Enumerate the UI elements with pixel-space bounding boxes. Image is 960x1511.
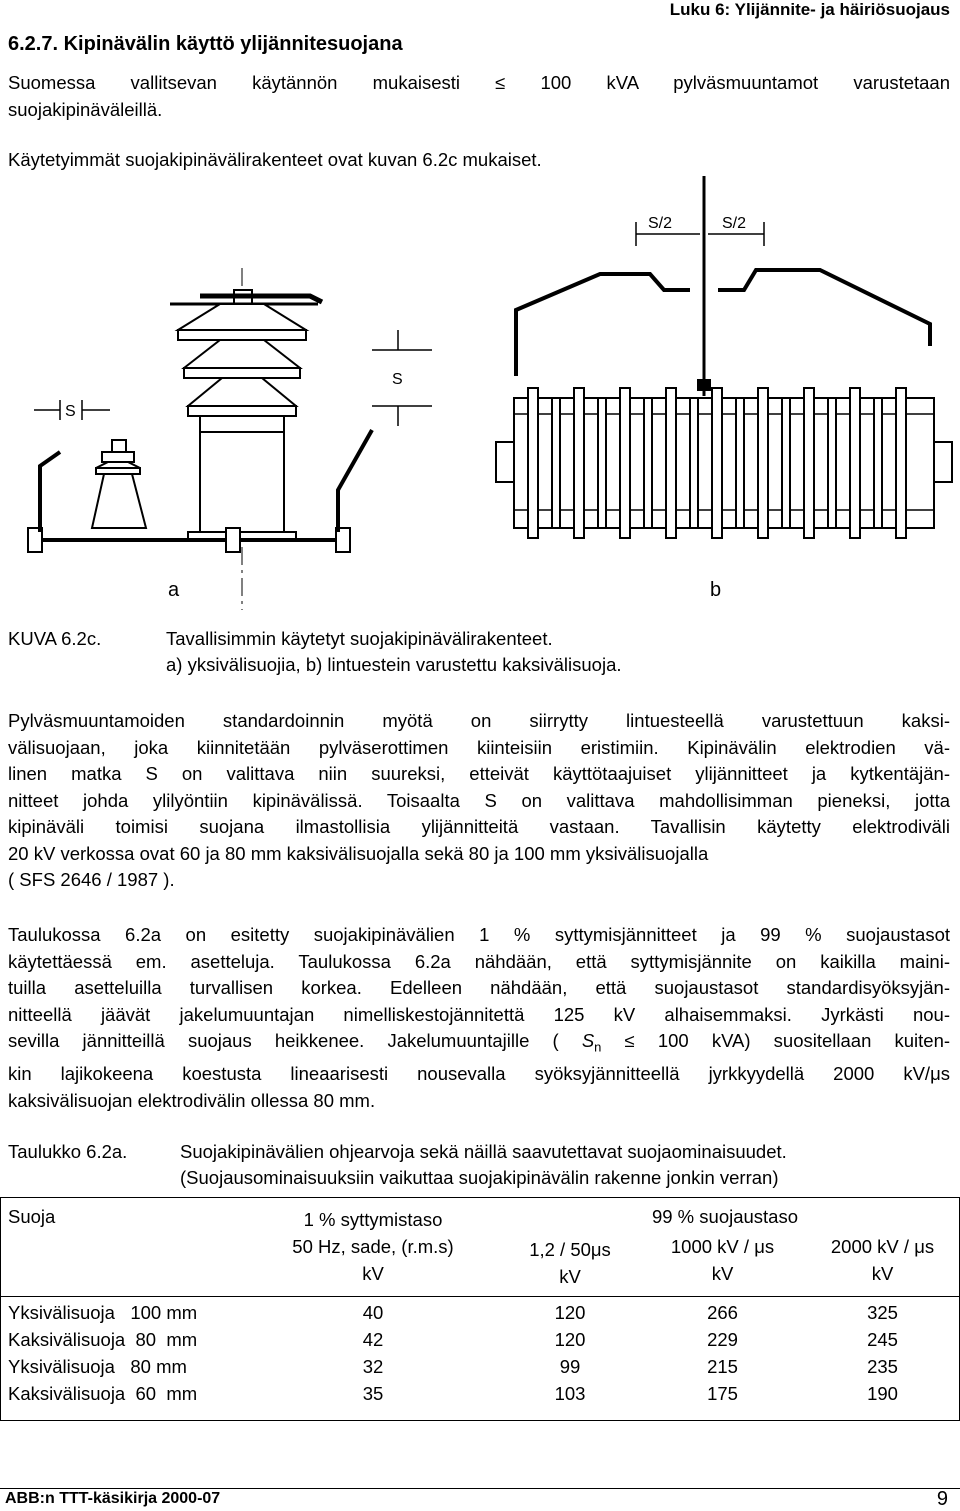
cell-value: 120 xyxy=(554,1329,586,1350)
table-row xyxy=(0,1380,960,1407)
table-title-2: (Suojausominaisuuksiin vaikuttaa suojakipinävälin rakenne jonkin verran) xyxy=(180,1167,779,1188)
p2-l5-b: 100 kVA) suositellaan kuiten- xyxy=(657,1030,951,1051)
p2-line-5 xyxy=(8,1028,950,1061)
p1-line: ( SFS 2646 / 1987 ). xyxy=(8,869,175,890)
th-suoja: Suoja xyxy=(8,1206,56,1227)
cell-value: 325 xyxy=(867,1302,898,1323)
th-col2-l2: kV xyxy=(559,1266,581,1287)
p1-line: linen matka S on valittava niin suureksi, etteivät käyttötaajuiset ylijännitteet ja kytkentäjän- xyxy=(8,763,950,784)
th-col4 xyxy=(805,1233,960,1287)
p2-line: kin lajikokeena koestusta lineaarisesti nousevalla syöksyjännitteellä jyrkkyydellä 2000 kV/μs xyxy=(8,1063,950,1085)
th-col1-l1: 1 % syttymistaso xyxy=(303,1209,443,1230)
page-number: 9 xyxy=(936,1488,948,1510)
th-col3 xyxy=(645,1233,800,1287)
th-col1 xyxy=(268,1206,478,1287)
left-rod xyxy=(40,452,60,532)
cell-value: 99 xyxy=(559,1356,581,1377)
caption-line-2: a) yksivälisuojia, b) lintuestein varustettu kaksivälisuoja. xyxy=(166,654,622,675)
right-electrode xyxy=(718,270,930,346)
th-col1-l2: 50 Hz, sade, (r.m.s) xyxy=(292,1236,454,1257)
label-a: a xyxy=(168,579,180,601)
cell-value: 42 xyxy=(362,1329,384,1350)
th-col4-l2: kV xyxy=(871,1263,894,1284)
cell-suoja: Yksivälisuoja 100 mm xyxy=(8,1302,198,1323)
p2-line: kaksivälisuojan elektrodivälin ollessa 80 mm. xyxy=(8,1089,376,1111)
footer-title: ABB:n TTT-käsikirja 2000-07 xyxy=(5,1490,221,1507)
p2-line: käytettäessä em. asetteluja. Taulukossa 6.2a nähdään, että syttymisjännite on kaikilla maini- xyxy=(8,950,950,972)
table-row xyxy=(0,1353,960,1380)
small-insulator xyxy=(92,474,146,528)
caption-line-1: Tavallisimmin käytetyt suojakipinävälirakenteet. xyxy=(166,628,553,649)
le-symbol-2: ≤ xyxy=(624,1030,635,1051)
p1-line: kipinäväli toimisi suojana ilmastollisia ylijännitteitä vastaan. Tavallisin käytetty elektrodiväli xyxy=(8,816,950,837)
p1-line: Pylväsmuuntamoiden standardoinnin myötä on siirrytty lintuesteellä varustettuun kaksi- xyxy=(8,710,950,731)
cell-value: 266 xyxy=(707,1302,738,1323)
cell-suoja: Kaksivälisuoja 60 mm xyxy=(8,1383,198,1404)
p1-line: välisuojaan, joka kiinnitetään pylväserottimen kiinteisiin eristimiin. Kipinävälin elektrodien vä- xyxy=(8,736,950,758)
label-s-mid: S xyxy=(392,371,403,388)
sn-subscript: n xyxy=(594,1039,602,1055)
cell-suoja: Yksivälisuoja 80 mm xyxy=(8,1356,187,1377)
th-col2 xyxy=(505,1236,635,1290)
p1-line: 20 kV verkossa ovat 60 ja 80 mm kaksivälisuojalla sekä 80 ja 100 mm yksivälisuojalla xyxy=(8,842,709,864)
table-title-1: Suojakipinävälien ohjearvoja sekä näillä saavutettavat suojaominaisuudet. xyxy=(180,1141,787,1162)
left-electrode xyxy=(516,274,690,376)
th-col2-l1: 1,2 / 50μs xyxy=(529,1239,611,1260)
th-col3-l2: kV xyxy=(711,1263,734,1284)
top-electrode xyxy=(200,296,322,302)
paragraph-1 xyxy=(8,708,950,894)
cell-value: 215 xyxy=(707,1356,738,1377)
cell-value: 40 xyxy=(362,1302,384,1323)
section-title: 6.2.7. Kipinävälin käyttö ylijännitesuojana xyxy=(8,33,403,55)
cell-value: 103 xyxy=(554,1383,586,1404)
intro-line-2: suojakipinäväleillä. xyxy=(8,98,163,120)
cell-suoja: Kaksivälisuoja 80 mm xyxy=(8,1329,198,1350)
th-col3-l1: 1000 kV / μs xyxy=(670,1236,775,1257)
chapter-header: Luku 6: Ylijännite- ja häiriösuojaus xyxy=(669,0,950,19)
intro-line-3: Käytetyimmät suojakipinävälirakenteet ovat kuvan 6.2c mukaiset. xyxy=(8,149,542,170)
spark-gap-figure xyxy=(0,170,960,620)
th-group: 99 % suojaustaso xyxy=(651,1206,799,1227)
label-s-left: S xyxy=(65,403,76,420)
intro-text-a: Suomessa vallitsevan käytännön mukaisesti xyxy=(8,72,461,93)
cell-value: 235 xyxy=(867,1356,898,1377)
cell-value: 32 xyxy=(362,1356,384,1377)
sn-symbol: S xyxy=(581,1030,595,1051)
table-label: Taulukko 6.2a. xyxy=(8,1141,128,1162)
cell-value: 190 xyxy=(867,1383,898,1404)
p2-l5-a: sevilla jännitteillä suojaus heikkenee. Jakelumuuntajille ( xyxy=(8,1030,559,1051)
label-b: b xyxy=(710,579,722,601)
table-row xyxy=(0,1326,960,1353)
le-symbol: ≤ xyxy=(495,72,506,93)
p1-line: nitteet johda ylilyöntiin kipinävälissä. Toisaalta S on valittava mahdollisimman pieneksi, jotta xyxy=(8,789,950,811)
footer-rule xyxy=(0,1488,960,1489)
intro-text-b: 100 kVA pylväsmuuntamot varustetaan xyxy=(540,72,951,93)
label-s2-left: S/2 xyxy=(648,215,673,232)
p2-line: nitteellä jäävät jakelumuuntajan nimelliskestojännitettä 125 kV alhaisemmaksi. Jyrkästi nou- xyxy=(8,1003,950,1025)
table-body xyxy=(0,1299,960,1407)
cell-value: 175 xyxy=(707,1383,738,1404)
cell-value: 35 xyxy=(362,1383,384,1404)
paragraph-2 xyxy=(8,922,950,1114)
th-col4-l1: 2000 kV / μs xyxy=(830,1236,935,1257)
label-s2-right: S/2 xyxy=(722,215,747,232)
insulator-body xyxy=(200,432,284,532)
caption-id: KUVA 6.2c. xyxy=(8,628,102,649)
right-rod xyxy=(338,430,372,532)
cell-value: 229 xyxy=(707,1329,738,1350)
cell-value: 120 xyxy=(554,1302,586,1323)
table-row xyxy=(0,1299,960,1326)
cell-value: 245 xyxy=(867,1329,898,1350)
table-header-divider xyxy=(0,1296,960,1297)
th-col1-l3: kV xyxy=(362,1263,384,1284)
intro-line-1 xyxy=(8,70,950,97)
intro-paragraph xyxy=(8,70,950,174)
p2-line: Taulukossa 6.2a on esitetty suojakipinävälien 1 % syttymisjännitteet ja 99 % suojaustasot xyxy=(8,924,950,945)
p2-line: tuilla asetteluilla turvallisen korkea. Edelleen nähdään, että suojaustasot standardisyöksyjän- xyxy=(8,977,950,998)
